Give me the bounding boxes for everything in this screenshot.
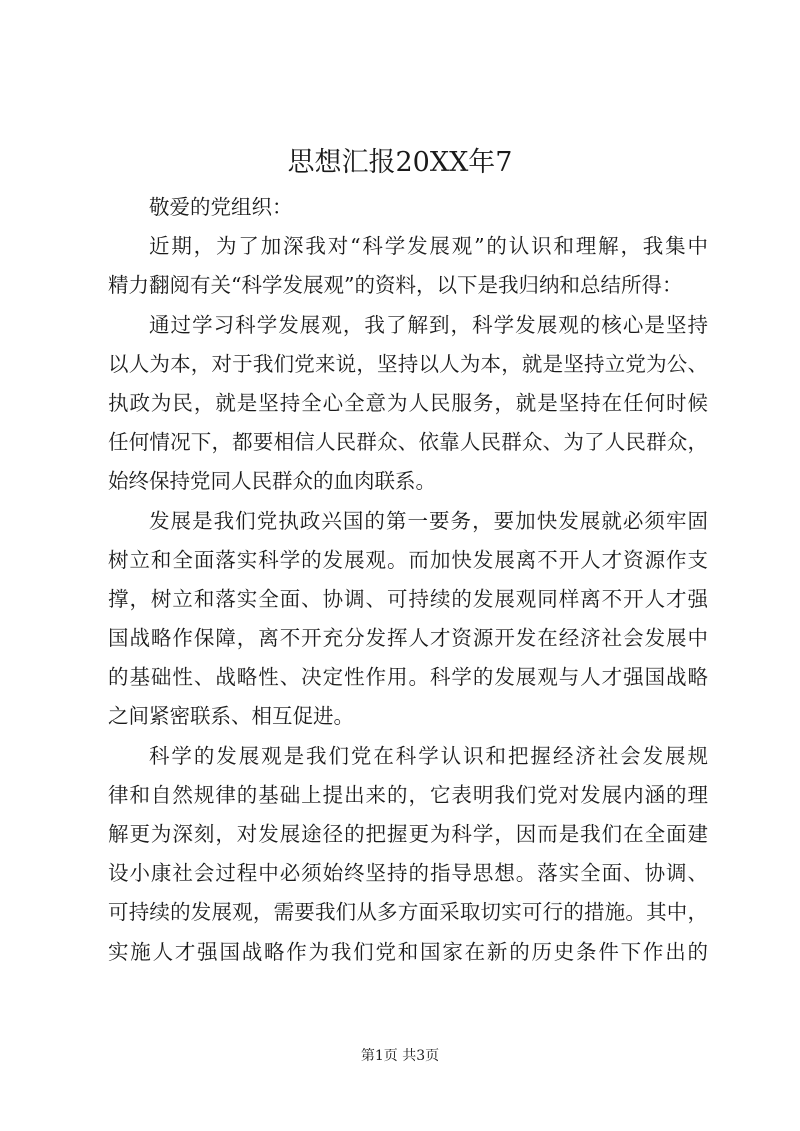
document-title: 思想汇报20XX年7: [287, 147, 513, 178]
paragraph-line: 始终保持党同人民群众的血肉联系。: [108, 469, 436, 494]
page-number-footer: 第1页 共3页: [360, 1048, 440, 1064]
paragraph-line: 的基础性、战略性、决定性作用。科学的发展观与人才强国战略: [108, 665, 708, 690]
paragraph-line: 科学的发展观是我们党在科学认识和把握经济社会发展规: [149, 743, 708, 768]
paragraph-line: 实施人才强国战略作为我们党和国家在新的历史条件下作出的: [108, 939, 708, 964]
paragraph-line: 解更为深刻，对发展途径的把握更为科学，因而是我们在全面建: [108, 822, 708, 846]
paragraph-line: 律和自然规律的基础上提出来的，它表明我们党对发展内涵的理: [108, 782, 708, 807]
salutation: 敬爱的党组织：: [149, 195, 293, 219]
paragraph-line: 近期，为了加深我对“科学发展观”的认识和理解，我集中: [149, 234, 708, 259]
paragraph-1: [108, 227, 708, 305]
paragraph-line: 设小康社会过程中必须始终坚持的指导思想。落实全面、协调、: [108, 861, 708, 886]
paragraph-line: 发展是我们党执政兴国的第一要务，要加快发展就必须牢固: [149, 508, 708, 533]
paragraph-line: 精力翻阅有关“科学发展观”的资料，以下是我归纳和总结所得：: [108, 273, 683, 298]
paragraph-4: [108, 737, 708, 972]
document-body: [108, 188, 708, 972]
paragraph-line: 树立和全面落实科学的发展观。而加快发展离不开人才资源作支: [108, 547, 708, 572]
paragraph-line: 可持续的发展观，需要我们从多方面采取切实可行的措施。其中，: [108, 900, 708, 925]
paragraph-line: 以人为本，对于我们党来说，坚持以人为本，就是坚持立党为公、: [108, 351, 708, 376]
paragraph-3: [108, 502, 708, 737]
paragraph-line: 任何情况下，都要相信人民群众、依靠人民群众、为了人民群众，: [108, 430, 708, 455]
paragraph-line: 撑，树立和落实全面、协调、可持续的发展观同样离不开人才强: [108, 586, 708, 611]
paragraph-line: 执政为民，就是坚持全心全意为人民服务，就是坚持在任何时候: [108, 390, 708, 415]
paragraph-line: 之间紧密联系、相互促进。: [108, 704, 354, 729]
paragraph-line: 通过学习科学发展观，我了解到，科学发展观的核心是坚持: [149, 312, 708, 337]
paragraph-2: [108, 306, 708, 502]
paragraph-line: 国战略作保障，离不开充分发挥人才资源开发在经济社会发展中: [108, 626, 708, 651]
